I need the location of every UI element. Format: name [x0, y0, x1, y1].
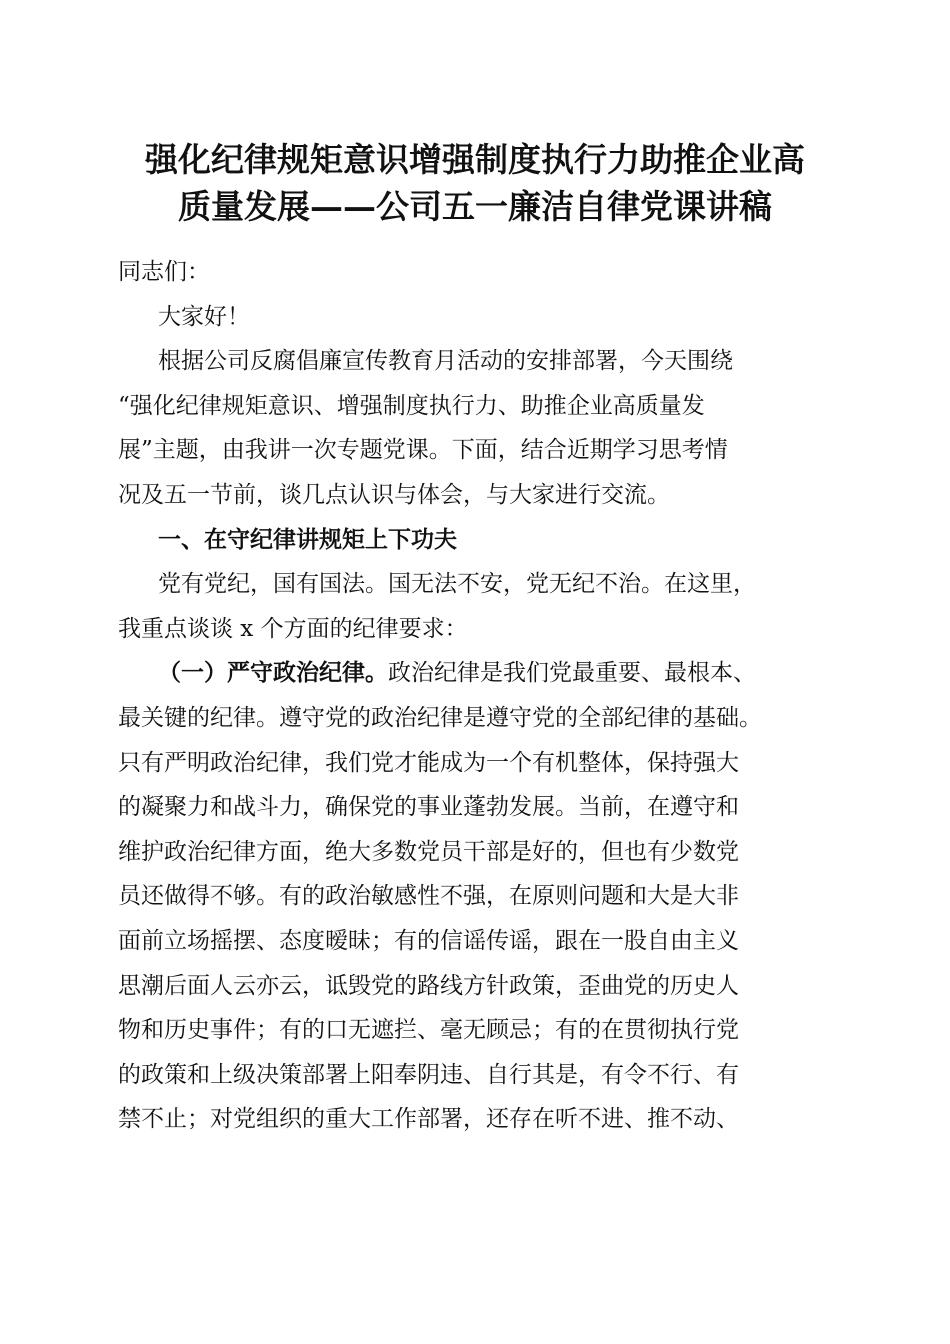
title-line-1: 强化纪律规矩意识增强制度执行力助推企业高 [145, 140, 805, 179]
paragraph-line: 的政策和上级决策部署上阳奉阴违、自行其是，有令不行、有 [118, 1061, 739, 1088]
section1-line: 党有党纪，国有国法。国无法不安，党无纪不治。在这里， [158, 571, 756, 598]
paragraph-line: 面前立场摇摆、态度暧昧；有的信谣传谣，跟在一股自由主义 [118, 927, 739, 954]
paragraph-line: 思潮后面人云亦云，诋毁党的路线方针政策，歪曲党的历史人 [118, 972, 739, 999]
document-body [118, 250, 838, 1142]
subsection-first-text: 政治纪律是我们党最重要、最根本、 [388, 660, 756, 687]
paragraph-line: 的凝聚力和战斗力，确保党的事业蓬勃发展。当前，在遵守和 [118, 794, 739, 821]
title-line-2: 质量发展——公司五一廉洁自律党课讲稿 [178, 187, 772, 226]
intro-line: 展”主题，由我讲一次专题党课。下面，结合近期学习思考情 [118, 437, 728, 464]
paragraph-line: 维护政治纪律方面，绝大多数党员干部是好的，但也有少数党 [118, 838, 739, 865]
intro-line: 况及五一节前，谈几点认识与体会，与大家进行交流。 [118, 481, 670, 508]
section1-line: 我重点谈谈 x 个方面的纪律要求： [118, 615, 468, 642]
subsection-first-line [118, 651, 838, 696]
salutation: 同志们： [118, 259, 210, 285]
paragraph-line: 最关键的纪律。遵守党的政治纪律是遵守党的全部纪律的基础。 [118, 704, 762, 731]
paragraph-line: 员还做得不够。有的政治敏感性不强，在原则问题和大是大非 [118, 883, 739, 910]
section-heading: 一、在守纪律讲规矩上下功夫 [158, 526, 457, 553]
intro-line: “强化纪律规矩意识、增强制度执行力、助推企业高质量发 [118, 392, 705, 419]
greeting: 大家好！ [158, 303, 250, 330]
intro-line: 根据公司反腐倡廉宣传教育月活动的安排部署，今天围绕 [158, 348, 733, 375]
paragraph-line: 禁不止；对党组织的重大工作部署，还存在听不进、推不动、 [118, 1106, 739, 1133]
document-title [100, 136, 850, 230]
paragraph-line: 只有严明政治纪律，我们党才能成为一个有机整体，保持强大 [118, 749, 739, 776]
paragraph-line: 物和历史事件；有的口无遮拦、毫无顾忌；有的在贯彻执行党 [118, 1017, 739, 1044]
subsection-label: （一）严守政治纪律。 [158, 659, 388, 687]
